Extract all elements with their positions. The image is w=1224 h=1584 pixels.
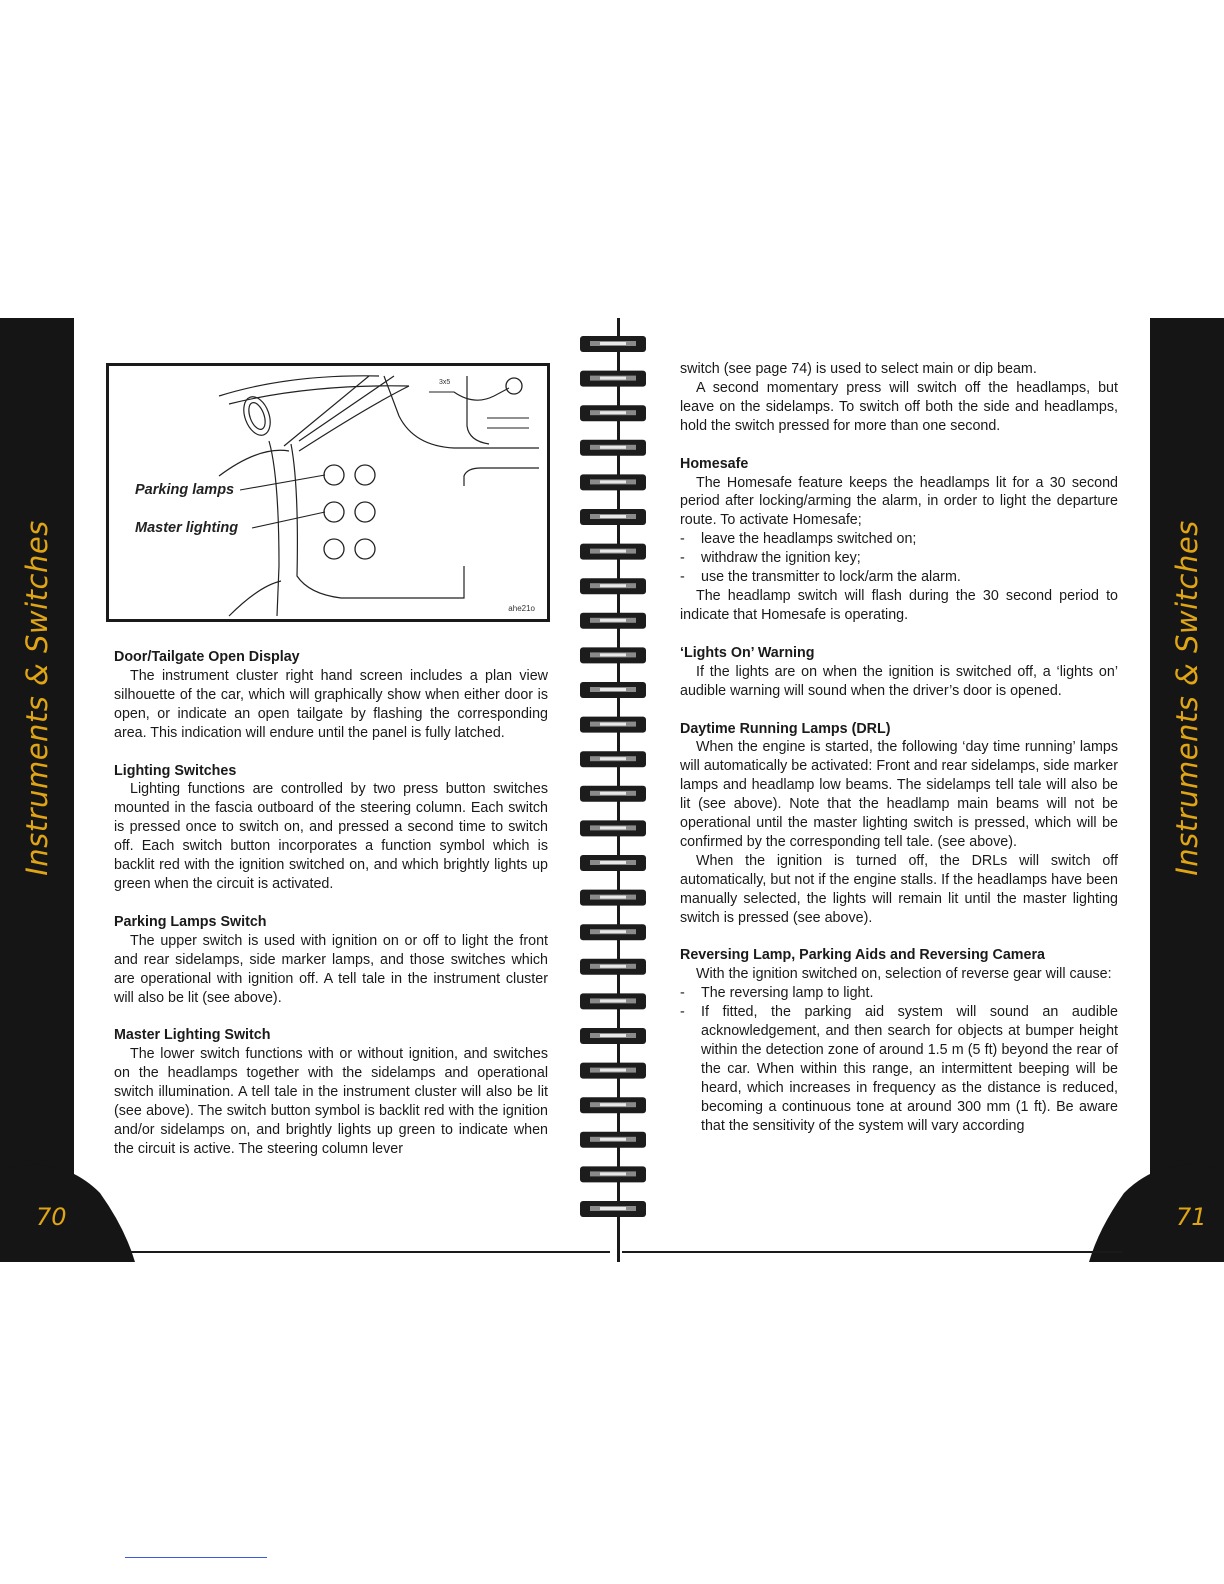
door-section bbox=[114, 648, 548, 743]
door-heading: Door/Tailgate Open Display bbox=[114, 649, 300, 665]
intro-paragraph: A second momentary press will switch off the headlamps, but leave on the sidelamps. To switch off both the side and headlamps, hold the switch pressed for more than one second. bbox=[680, 379, 1118, 434]
lighting-heading: Lighting Switches bbox=[114, 762, 237, 779]
binding-ring bbox=[580, 509, 646, 525]
reversing-list bbox=[680, 984, 1118, 1135]
drl-body-1: When the engine is started, the following ‘day time running’ lamps will automatically be activated: Front and rear sidelamps, side marker lamps and headlamp low beams. The sidelamps tell tale will also be lit (see above). Note that the headlamp main beams will not be operational until the master lighting switch is pressed, which will be confirmed by the corresponding tell tale. (see above). bbox=[680, 739, 1118, 850]
binding-ring bbox=[580, 578, 646, 594]
drl-heading: Daytime Running Lamps (DRL) bbox=[680, 720, 891, 737]
parking-heading: Parking Lamps Switch bbox=[114, 913, 267, 930]
binding-ring bbox=[580, 1097, 646, 1113]
binding-ring bbox=[580, 336, 646, 352]
binding-ring bbox=[580, 544, 646, 560]
master-section bbox=[114, 1026, 548, 1158]
binding-ring bbox=[580, 890, 646, 906]
figure-code: ahe21o bbox=[508, 604, 535, 613]
binding-ring bbox=[580, 1201, 646, 1217]
right-text-column bbox=[680, 360, 1118, 1155]
reversing-heading: Reversing Lamp, Parking Aids and Reversing Camera bbox=[680, 947, 1045, 964]
binding-ring bbox=[580, 1063, 646, 1079]
lighting-body: Lighting functions are controlled by two press button switches mounted in the fascia outboard of the steering column. Each switch is pressed once to switch on, and pressed a second time to switch off. Each switch button incorporates a function symbol which is backlit red with the ignition switched on, and which brightly lights up green when the circuit is activated. bbox=[114, 781, 548, 892]
list-item: - The reversing lamp to light. bbox=[680, 984, 1118, 1003]
binding-ring bbox=[580, 474, 646, 490]
binding-ring bbox=[580, 1132, 646, 1148]
lights-on-section bbox=[680, 644, 1118, 701]
drl-section bbox=[680, 720, 1118, 928]
homesafe-heading: Homesafe bbox=[680, 455, 749, 472]
lights-on-body: If the lights are on when the ignition is switched off, a ‘lights on’ audible warning will sound when the driver’s door is opened. bbox=[680, 663, 1118, 699]
bottom-rule-right bbox=[622, 1251, 1122, 1253]
svg-text:3x5: 3x5 bbox=[439, 379, 451, 386]
binding-ring bbox=[580, 371, 646, 387]
reversing-body: With the ignition switched on, selection of reverse gear will cause: bbox=[696, 966, 1112, 983]
binding-ring bbox=[580, 717, 646, 733]
binding-ring bbox=[580, 1028, 646, 1044]
drl-body-2: When the ignition is turned off, the DRLs will switch off automatically, but not if the engine stalls. If the headlamps have been manually selected, the lights will remain lit until the master lighting switch is pressed (see above). bbox=[680, 852, 1118, 926]
binding-ring bbox=[580, 751, 646, 767]
parking-body: The upper switch is used with ignition on or off to light the front and rear sidelamps, side marker lamps, and those switches which are operational with ignition off. A tell tale in the instrument cluster will also be lit (see above). bbox=[114, 932, 548, 1006]
lighting-switches-figure bbox=[106, 363, 550, 622]
binding-ring bbox=[580, 820, 646, 836]
page-number-left: 70 bbox=[36, 1203, 67, 1231]
binding-ring bbox=[580, 1166, 646, 1182]
master-heading: Master Lighting Switch bbox=[114, 1027, 271, 1044]
reversing-section bbox=[680, 946, 1118, 1135]
homesafe-after: The headlamp switch will flash during the 30 second period to indicate that Homesafe is operating. bbox=[680, 587, 1118, 623]
bottom-link-underline bbox=[125, 1557, 267, 1558]
section-title-left: Instruments & Switches bbox=[20, 520, 54, 876]
bottom-rule-left bbox=[130, 1251, 610, 1253]
binding-ring bbox=[580, 993, 646, 1009]
list-item: - leave the headlamps switched on; bbox=[680, 530, 1118, 549]
section-title-right: Instruments & Switches bbox=[1170, 520, 1204, 876]
page-number-right: 71 bbox=[1176, 1203, 1207, 1231]
lights-on-heading: ‘Lights On’ Warning bbox=[680, 644, 815, 661]
left-text-column bbox=[114, 648, 548, 1178]
binding-ring bbox=[580, 786, 646, 802]
homesafe-body: The Homesafe feature keeps the headlamps lit for a 30 second period after locking/arming the alarm, in order to light the departure route. To activate Homesafe; bbox=[680, 474, 1118, 529]
intro-section bbox=[680, 360, 1118, 436]
manual-spread bbox=[0, 318, 1224, 1262]
lighting-section bbox=[114, 762, 548, 894]
binding-ring bbox=[580, 405, 646, 421]
door-body: The instrument cluster right hand screen includes a plan view silhouette of the car, which will graphically show when either door is open, or indicate an open tailgate by flashing the corresponding area. This indication will endure until the panel is fully latched. bbox=[114, 667, 548, 741]
list-item: - use the transmitter to lock/arm the alarm. bbox=[680, 568, 1118, 587]
binding-ring bbox=[580, 855, 646, 871]
binding-ring bbox=[580, 959, 646, 975]
parking-section bbox=[114, 913, 548, 1008]
binding-ring bbox=[580, 682, 646, 698]
list-item: - withdraw the ignition key; bbox=[680, 549, 1118, 568]
homesafe-list bbox=[680, 530, 1118, 587]
label-master-lighting: Master lighting bbox=[135, 520, 239, 536]
binding-ring bbox=[580, 924, 646, 940]
homesafe-section bbox=[680, 455, 1118, 625]
binding-ring bbox=[580, 647, 646, 663]
binding-ring bbox=[580, 613, 646, 629]
label-parking-lamps: Parking lamps bbox=[135, 482, 235, 498]
master-body: The lower switch functions with or without ignition, and switches on the headlamps together with the sidelamps and operational switch illumination. A tell tale in the instrument cluster will also be lit (see above). The switch button symbol is backlit red with the ignition and/or sidelamps on, and brightly lights up green to indicate when the circuit is active. The steering column lever bbox=[114, 1046, 548, 1157]
list-item: - If fitted, the parking aid system will sound an audible acknowledgement, and then search for objects at bumper height within the detection zone of around 1.5 m (5 ft) beyond the rear of the car. When within this range, an intermittent beeping will be heard, which increases in frequency as the distance is reduced, becoming a continuous tone at around 300 mm (1 ft). Be aware that the sensitivity of the system will vary according bbox=[680, 1003, 1118, 1135]
intro-line: switch (see page 74) is used to select main or dip beam. bbox=[680, 361, 1037, 377]
binding-ring bbox=[580, 440, 646, 456]
spiral-binding bbox=[580, 332, 650, 1237]
